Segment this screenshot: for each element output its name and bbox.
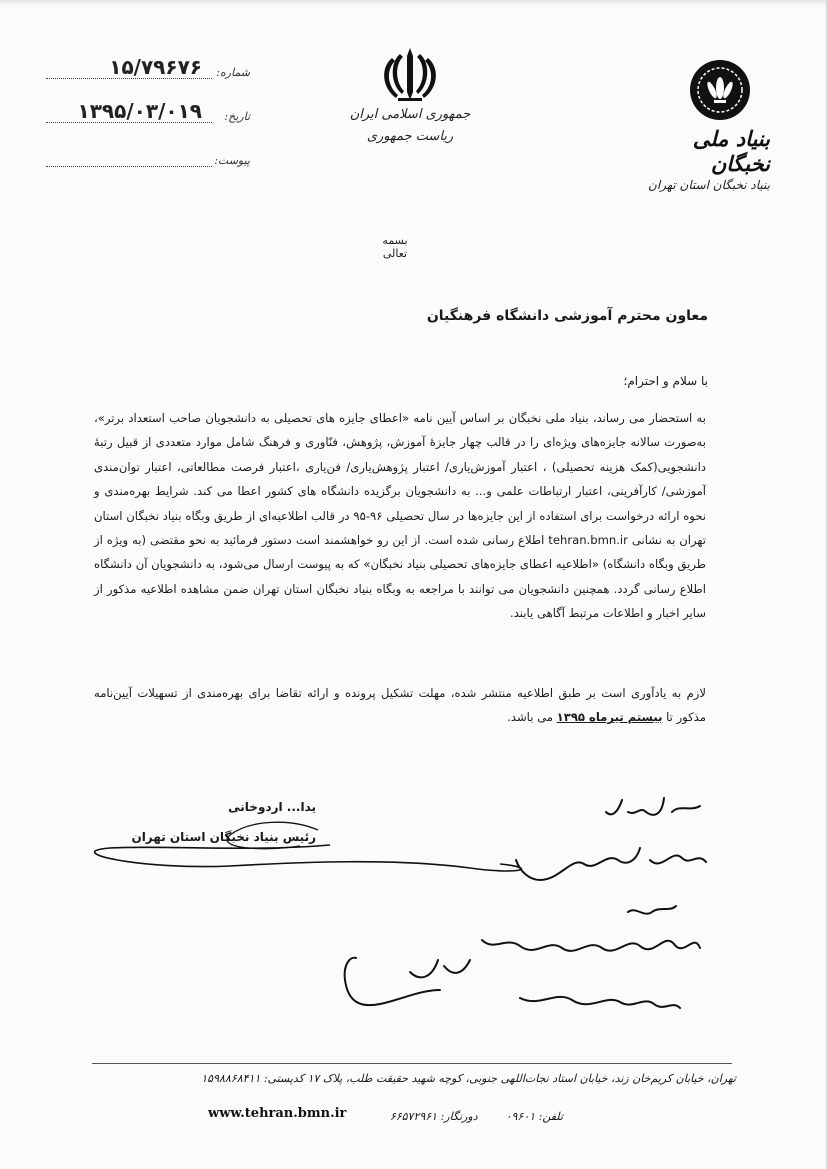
signatory-name: یدا... اردوخانی: [228, 800, 316, 814]
footer-divider: [92, 1063, 732, 1064]
note-line-1: [606, 798, 700, 815]
org-name: بنیاد ملی نخبگان: [692, 126, 770, 176]
note-line-5: [520, 997, 680, 1008]
date-value: ۱۳۹۵/۰۳/۰۱۹: [77, 99, 202, 123]
footer-contact: [390, 1110, 563, 1123]
handwritten-note: [345, 798, 706, 1008]
fax-label: دورنگار:: [440, 1110, 478, 1123]
phone-label: تلفن:: [538, 1110, 563, 1123]
footer-address: تهران، خیابان کریم‌خان زند، خیابان استاد نجات‌اللهی جنوبی، کوچه شهید حقیقت طلب، پلاک ۱۷ کدپستی: ۱۵۹۸۸۶۸۴۱۱: [201, 1072, 736, 1085]
greeting: با سلام و احترام؛: [623, 374, 708, 388]
presidency-name: ریاست جمهوری: [366, 129, 454, 144]
signatory-title: رئیس بنیاد نخبگان استان تهران: [131, 830, 316, 844]
deadline-intro: لازم به یادآوری است بر طبق اطلاعیه منتشر شده، مهلت تشکیل پرونده و ارائه تقاضا برای بهره‌مندی از تسهیلات آیین‌نامه مذکور تا: [94, 686, 706, 725]
deadline-date: بیستم تیرماه ۱۳۹۵: [556, 710, 663, 725]
number-label: شماره:: [216, 66, 250, 79]
note-line-6: [410, 960, 470, 977]
republic-name: جمهوری اسلامی ایران: [349, 107, 471, 122]
basmala: بسمه تعالی: [382, 234, 408, 260]
body-paragraph-1: به استحضار می رساند، بنیاد ملی نخبگان بر اساس آیین نامه «اعطای جایزه های تحصیلی به دانشجویان صاحب استعداد برتر»، به‌صورت سالانه جایزه‌های ویژه‌ای را در قالب چهار جایزهٔ آموزش، پژوهش، فنّاوری و فرهنگ شامل موارد متعددی از قبیل رتبهٔ دانشجویی(کمک هزینه تحصیلی) ، اعتبار آموزش‌یاری/ اعتبار پژوهش‌یاری/ فن‌یاری ،اعتبار فرصت مطالعاتی، اعتبار توان‌مندی آموزشی/ کارآفرینی، اعتبار ارتباطات علمی و... به دانشجویان برگزیده دانشگاه های کشور اعطا می کند. شرایط بهره‌مندی و نحوه ارائه درخواست برای استفاده از این جایزه‌ها در سال تحصیلی ۹۶-۹۵ در قالب اطلاعیه‌ای از طریق وبگاه بنیاد نخبگان استان تهران به نشانی tehran.bmn.ir اطلاع رسانی شده است. از این رو خواهشمند است دستور فرمائید به نحو مقتضی (به ویژه از طریق وبگاه دانشگاه) «اطلاعیه اعطای جایزه‌های تحصیلی بنیاد نخبگان» که به پیوست ارسال می‌شود، به دانشجویان آن دانشگاه اطلاع رسانی گردد. همچنین دانشجویان می توانند با مراجعه به وبگاه بنیاد نخبگان استان تهران ضمن مشاهده اطلاعیه مذکور از سایر اخبار و اطلاعات مرتبط آگاهی یابند.: [94, 411, 707, 621]
signature-scribble: [95, 845, 522, 871]
signature-loop: [227, 822, 318, 849]
note-stroke-long: [345, 958, 440, 1005]
fax-value: ۶۶۵۷۲۹۶۱: [389, 1110, 438, 1123]
footer-website[interactable]: www.tehran.bmn.ir: [208, 1106, 347, 1121]
note-line-3: [628, 906, 676, 914]
org-sub-name: بنیاد نخبگان استان تهران: [648, 178, 770, 192]
date-label: تاریخ:: [224, 110, 250, 123]
phone-value: ۰۹۶۰۱: [505, 1110, 536, 1123]
note-line-4: [482, 940, 700, 951]
note-line-2: [516, 848, 706, 880]
attachment-label: پیوست:: [214, 154, 250, 167]
addressee: معاون محترم آموزشی دانشگاه فرهنگیان: [426, 308, 708, 324]
deadline-outro: می باشد.: [507, 710, 553, 725]
number-value: ۱۵/۷۹۶۷۶: [109, 55, 202, 79]
